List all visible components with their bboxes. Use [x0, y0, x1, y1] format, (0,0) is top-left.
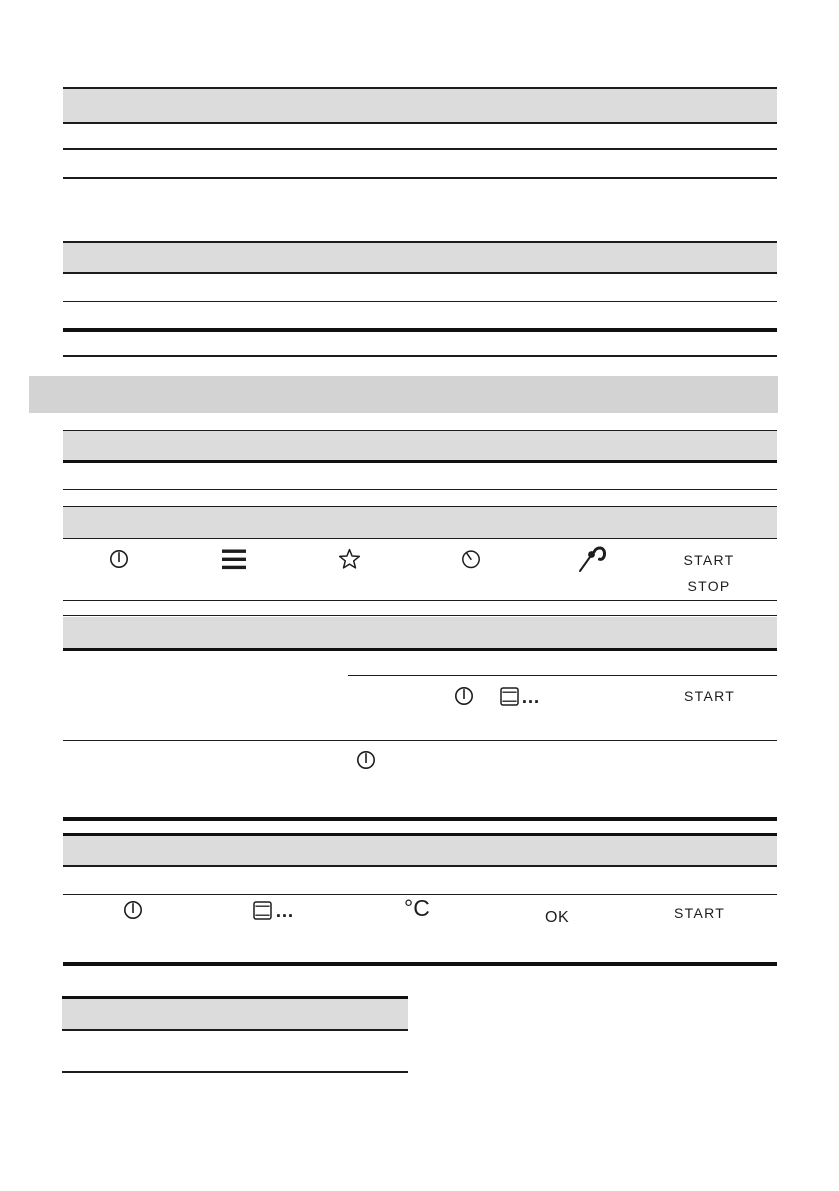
table-divider-line [63, 355, 777, 357]
power-icon [356, 750, 376, 770]
power-icon [109, 549, 129, 569]
section-heading-band [29, 376, 778, 413]
table-divider-line [63, 301, 777, 303]
timer-icon [461, 549, 481, 569]
table-divider-line [63, 740, 777, 742]
food-sensor-icon [577, 544, 609, 574]
start-label: START [674, 905, 726, 921]
start-stop-key [678, 547, 740, 599]
table-divider-line [63, 600, 777, 602]
ok-label: OK [545, 909, 570, 926]
table-header-row [63, 617, 777, 648]
table-divider-line [63, 865, 777, 867]
table-header-row [63, 431, 777, 460]
table-end-line [63, 817, 777, 821]
table-header-row [63, 89, 777, 122]
table-divider-line [62, 1071, 408, 1073]
table-divider-line [63, 489, 777, 491]
stop-label: STOP [687, 578, 731, 594]
sub-table-divider-line [348, 675, 777, 677]
table-header-row [63, 507, 777, 538]
table-section-line [63, 328, 777, 332]
table-header-row [63, 243, 777, 273]
power-icon [123, 900, 143, 920]
table-section-line [63, 648, 777, 652]
table-divider-line [63, 272, 777, 274]
table-section-line [63, 460, 777, 464]
menu-icon [222, 549, 246, 570]
ellipsis-label: … [275, 901, 295, 922]
table-divider-line [63, 148, 777, 150]
start-label: START [684, 688, 736, 704]
power-icon [454, 686, 474, 706]
table-header-row [63, 836, 777, 865]
table-divider-line [62, 1029, 408, 1031]
favorites-star-icon [338, 548, 361, 570]
table-end-line [63, 962, 777, 966]
display-options-icon [253, 901, 272, 920]
table-divider-line [63, 122, 777, 124]
table-divider-line [63, 177, 777, 179]
celsius-label: °C [404, 895, 430, 921]
start-label: START [683, 552, 735, 568]
table-header-row [62, 999, 408, 1029]
display-options-icon [500, 687, 519, 706]
table-divider-line [63, 538, 777, 540]
ellipsis-label: … [521, 687, 541, 708]
